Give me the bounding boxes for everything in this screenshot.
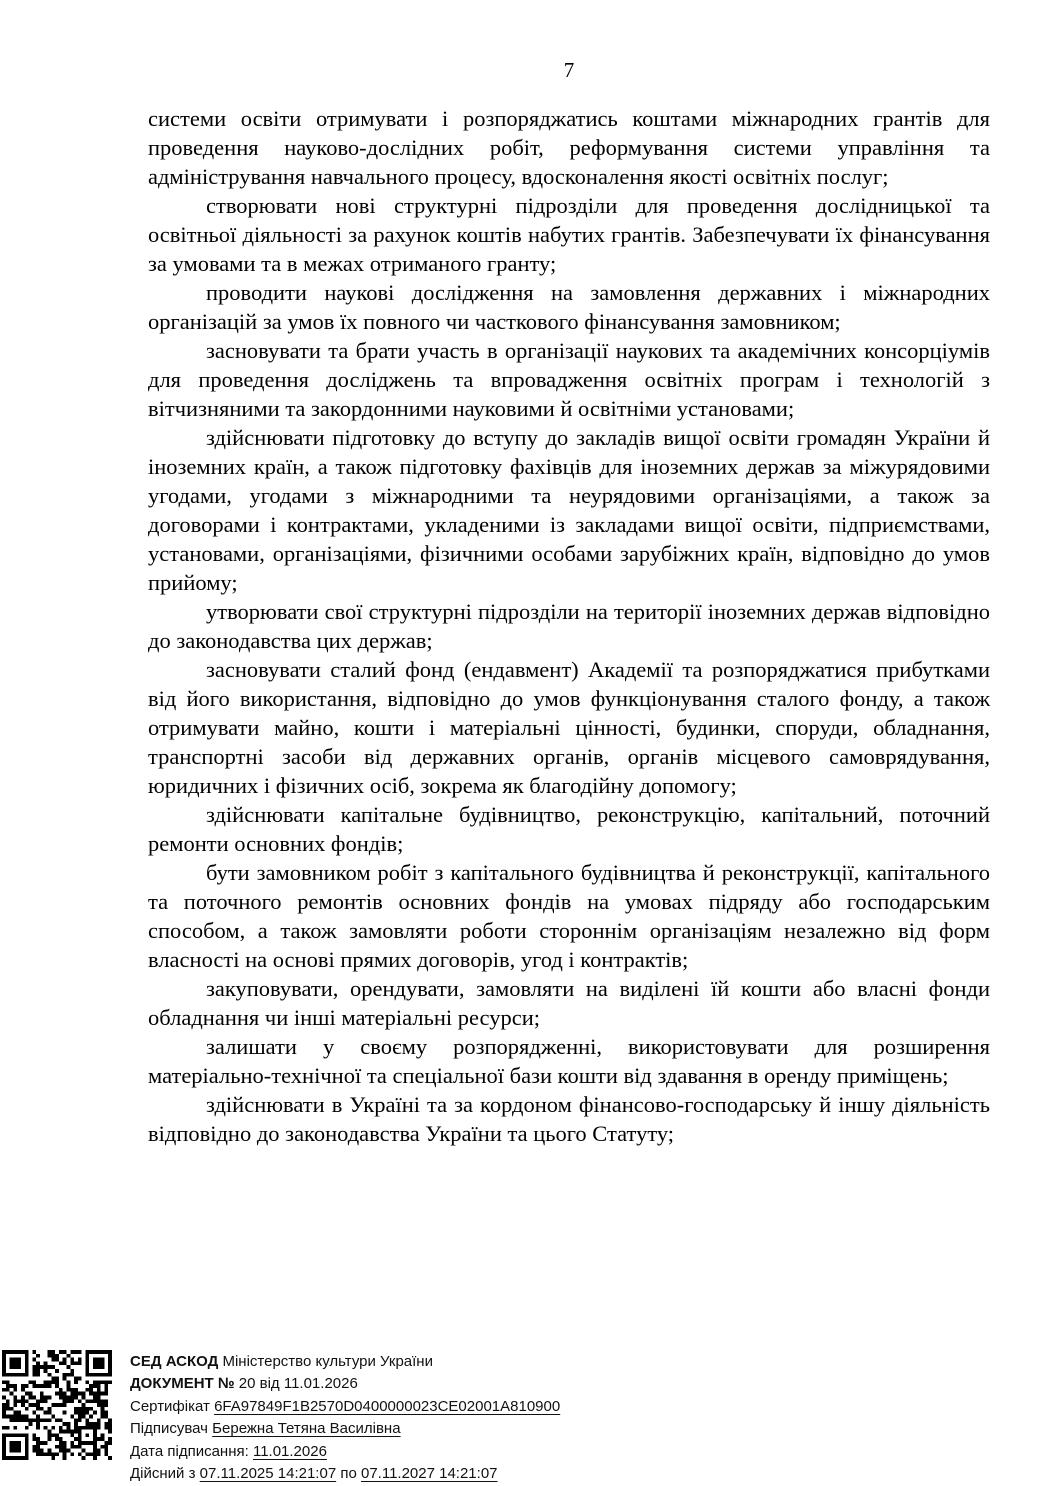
digital-signature-stamp — [2, 1350, 560, 1485]
qr-code-icon — [2, 1350, 112, 1460]
sign-date-value: 11.01.2026 — [252, 1442, 327, 1460]
paragraph: здійснювати підготовку до вступу до закладів вищої освіти громадян України й іноземних країн, а також підготовку фахівців для іноземних держав за міжурядовими угодами, угодами з міжнародними та неурядовими організаціями, а також за договорами і контрактами, укладеними із закладами вищої освіти, підприємствами, установами, організаціями, фізичними особами зарубіжних країн, відповідно до умов прийому; — [148, 425, 990, 595]
certificate-label: Сертифікат — [130, 1397, 210, 1415]
paragraph: засновувати та брати участь в організації наукових та академічних консорціумів для проведення досліджень та впровадження освітніх програм і технологій з вітчизняними та закордонними науковими й освітніми установами; — [148, 338, 990, 421]
sed-system-org: Міністерство культури України — [222, 1353, 433, 1370]
paragraph: створювати нові структурні підрозділи для проведення дослідницької та освітньої діяльності за рахунок коштів набутих грантів. Забезпечувати їх фінансування за умовами та в межах отриманого гранту; — [148, 193, 990, 276]
signature-metadata — [130, 1350, 560, 1485]
signer-label: Підписувач — [130, 1420, 208, 1438]
certificate-line — [130, 1396, 560, 1418]
document-number-label: ДОКУМЕНТ № — [130, 1375, 235, 1393]
sign-date-label: Дата підписання: — [130, 1442, 249, 1460]
paragraph: бути замовником робіт з капітального будівництва й реконструкції, капітального та поточного ремонтів основних фондів на умовах підряду або господарським способом, а також замовляти роботи стороннім організаціям незалежно від форм власності на основі прямих договорів, угод і контрактів; — [148, 860, 990, 972]
paragraph: утворювати свої структурні підрозділи на території іноземних держав відповідно до законодавства цих держав; — [148, 599, 990, 653]
validity-separator: по — [340, 1464, 357, 1482]
signer-line — [130, 1418, 560, 1440]
validity-from: 07.11.2025 14:21:07 — [199, 1464, 337, 1482]
validity-line — [130, 1463, 560, 1485]
sign-date-line — [130, 1441, 560, 1463]
validity-to: 07.11.2027 14:21:07 — [360, 1464, 498, 1482]
paragraph: засновувати сталий фонд (ендавмент) Академії та розпоряджатися прибутками від його використання, відповідно до умов функціонування сталого фонду, а також отримувати майно, кошти і матеріальні цінності, будинки, споруди, обладнання, транспортні засоби від державних органів, органів місцевого самоврядування, юридичних і фізичних осіб, зокрема як благодійну допомогу; — [148, 657, 990, 798]
paragraph: системи освіти отримувати і розпоряджатись коштами міжнародних грантів для проведення науково-дослідних робіт, реформування системи управління та адміністрування навчального процесу, вдосконалення якості освітніх послуг; — [148, 106, 990, 189]
certificate-value: 6FA97849F1B2570D0400000023CE02001A810900 — [214, 1397, 561, 1415]
paragraph: проводити наукові дослідження на замовлення державних і міжнародних організацій за умов їх повного чи часткового фінансування замовником; — [148, 280, 990, 334]
paragraph: залишати у своєму розпорядженні, використовувати для розширення матеріально-технічної та спеціальної бази кошти від здавання в оренду приміщень; — [148, 1034, 990, 1088]
document-number-line — [130, 1373, 560, 1395]
sed-system-line — [130, 1351, 560, 1373]
paragraph: закуповувати, орендувати, замовляти на виділені їй кошти або власні фонди обладнання чи інші матеріальні ресурси; — [148, 976, 990, 1030]
validity-label: Дійсний з — [130, 1464, 196, 1482]
paragraph: здійснювати капітальне будівництво, реконструкцію, капітальний, поточний ремонти основних фондів; — [148, 802, 990, 856]
paragraph: здійснювати в Україні та за кордоном фінансово-господарську й іншу діяльність відповідно до законодавства України та цього Статуту; — [148, 1092, 990, 1146]
page-number: 7 — [563, 58, 575, 82]
signer-value: Бережна Тетяна Василівна — [212, 1420, 401, 1438]
document-body — [148, 104, 990, 1148]
sed-system-name: СЕД АСКОД — [130, 1353, 219, 1370]
document-number-value: 20 від 11.01.2026 — [238, 1375, 358, 1393]
